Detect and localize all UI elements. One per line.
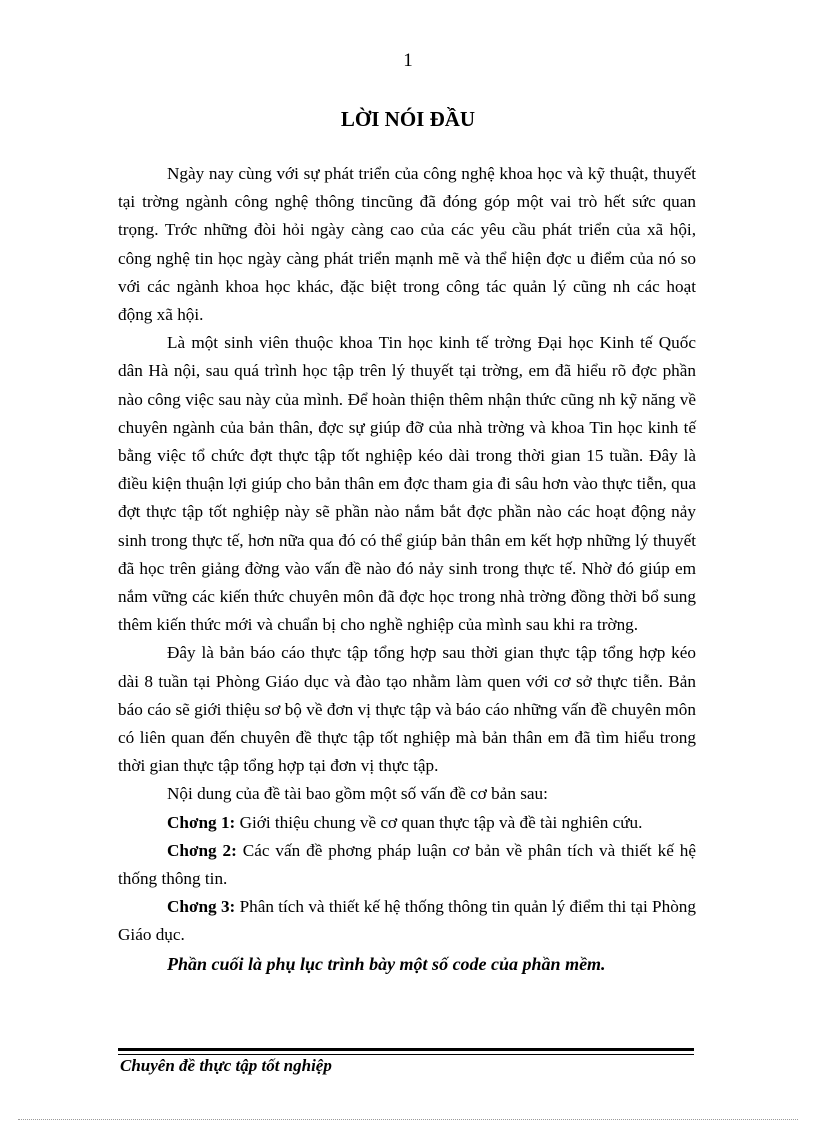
chapter-item-2 [118, 837, 696, 893]
page-number: 1 [403, 50, 413, 71]
closing-statement: Phần cuối là phụ lục trình bày một số code của phần mềm. [167, 953, 606, 974]
chapter-description: Giới thiệu chung về cơ quan thực tập và đề tài nghiên cứu. [235, 812, 643, 832]
paragraph-report: Đây là bản báo cáo thực tập tổng hợp sau thời gian thực tập tổng hợp kéo dài 8 tuần tại Phòng Giáo dục và đào tạo nhằm làm quen với cơ sở thực tiễn. Bản báo cáo sẽ giới thiệu sơ bộ về đơn vị thực tập và báo cáo những vấn đề chuyên môn có liên quan đến chuyên đề thực tập tốt nghiệp mà bản thân em đã tìm hiểu trong thời gian thực tập tổng hợp tại đơn vị thực tập. [118, 643, 696, 776]
chapter-label: Chơng 2: [167, 840, 237, 860]
footer-rule-thin [118, 1054, 694, 1055]
paragraph-intro: Ngày nay cùng với sự phát triển của công nghệ khoa học và kỹ thuật, thuyết tại trờng ngành công nghệ thông tincũng đã đóng góp một vai trò hết sức quan trọng. Trớc những đòi hỏi ngày càng cao của các yêu cầu phát triển của xã hội, công nghệ tin học ngày càng phát triển mạnh mẽ và thể hiện đợc u điểm của nó so với các ngành khoa học khác, đặc biệt trong công tác quản lý cũng nh các hoạt động xã hội. [118, 164, 696, 325]
chapter-item-3 [118, 893, 696, 949]
chapter-label: Chơng 1: [167, 812, 236, 832]
paragraph-contents: Nội dung của đề tài bao gồm một số vấn đề cơ bản sau: [167, 784, 548, 804]
footer-title: Chuyên đề thực tập tốt nghiệp [120, 1056, 332, 1075]
chapter-item-1 [118, 809, 696, 837]
document-body [118, 160, 696, 978]
chapter-description: Các vấn đề phơng pháp luận cơ bản về phân tích và thiết kế hệ thống thông tin. [118, 840, 696, 889]
page-edge-divider [18, 1119, 798, 1120]
paragraph-student: Là một sinh viên thuộc khoa Tin học kinh tế trờng Đại học Kinh tế Quốc dân Hà nội, sau quá trình học tập trên lý thuyết tại trờng, em đã hiểu rõ đợc phần nào công việc sau này của mình. Để hoàn thiện thêm nhận thức cũng nh kỹ năng về chuyên ngành của bản thân, đợc sự giúp đỡ của nhà trờng và khoa Tin học kinh tế bằng việc tổ chức đợt thực tập tốt nghiệp kéo dài trong thời gian 15 tuần. Đây là điều kiện thuận lợi giúp cho bản thân em đợc tham gia đi sâu hơn vào thực tiễn, qua đợt thực tập tốt nghiệp này sẽ phần nào nắm bắt đợc phần nào các hoạt động nảy sinh trong thực tế, hơn nữa qua đó có thể giúp bản thân em kết hợp những lý thuyết đã học trên giảng đờng vào vấn đề nào đó nảy sinh trong thực tế. Nhờ đó giúp em nắm vững các kiến thức chuyên môn đã đợc học trong nhà trờng đồng thời bổ sung thêm kiến thức mới và chuẩn bị cho nghề nghiệp của mình sau khi ra trờng. [118, 333, 696, 635]
chapter-description: Phân tích và thiết kế hệ thống thông tin quản lý điểm thi tại Phòng Giáo dục. [118, 897, 696, 945]
footer-rule [118, 1048, 694, 1051]
page-title: LỜI NÓI ĐẦU [340, 107, 476, 131]
chapter-label: Chơng 3: [167, 897, 236, 917]
